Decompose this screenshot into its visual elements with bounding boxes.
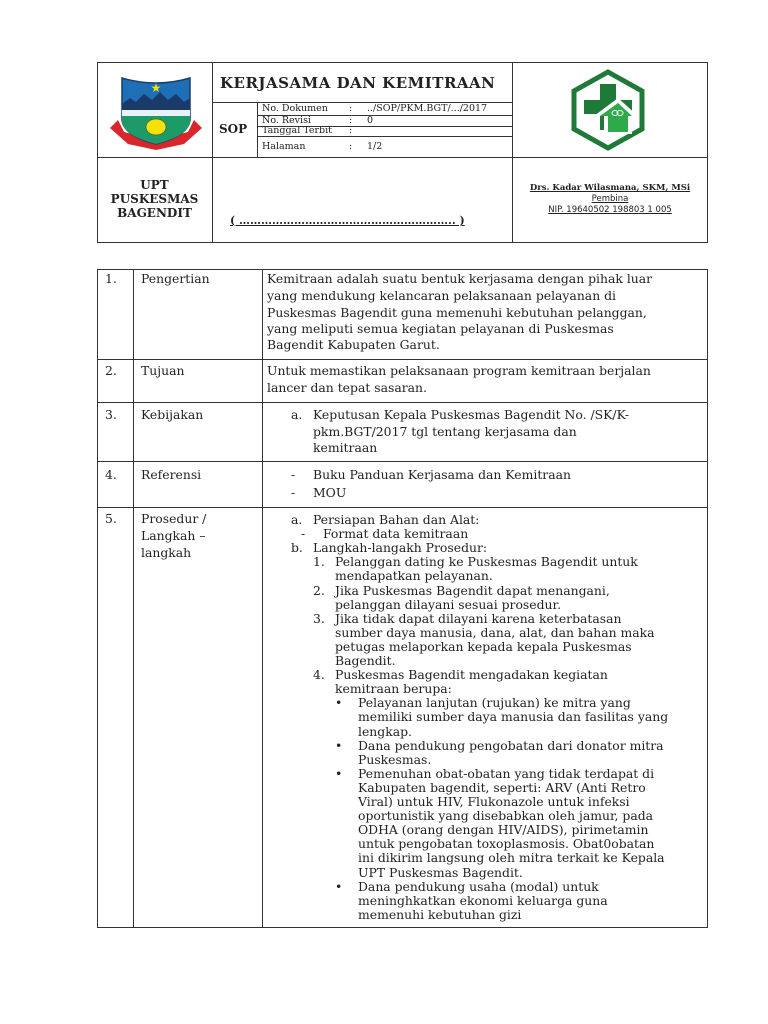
section-number: 3. xyxy=(105,407,117,422)
sop-label: SOP xyxy=(219,122,248,136)
section-label: Kebijakan xyxy=(141,407,204,422)
section-text: yang meliputi semua kegiatan pelayanan di Puskesmas xyxy=(267,321,614,336)
procedure-text: Puskesmas Bagendit mengadakan kegiatan xyxy=(335,667,608,683)
section-label: langkah xyxy=(141,545,192,560)
list-marker: 2. xyxy=(313,582,325,598)
procedure-text: Pemenuhan obat-obatan yang tidak terdapat di xyxy=(358,765,655,781)
list-marker: a. xyxy=(291,407,303,422)
procedure-text: Puskesmas. xyxy=(358,751,432,767)
list-marker: - xyxy=(291,467,296,482)
procedure-text: untuk pengobatan toxoplasmosis. Obat0obatan xyxy=(358,836,655,852)
divider xyxy=(212,62,213,243)
procedure-text: oportunistik yang disebabkan oleh jamur, pada xyxy=(358,808,654,824)
procedure-text: Dana pendukung usaha (modal) untuk xyxy=(358,878,599,894)
section-label: Pengertian xyxy=(141,271,210,286)
procedure-text: Bagendit. xyxy=(335,653,396,668)
section-label: Prosedur / xyxy=(141,511,207,526)
procedure-text: lengkap. xyxy=(358,723,412,739)
section-text: lancer dan tepat sasaran. xyxy=(267,380,427,395)
org-line: BAGENDIT xyxy=(117,206,192,220)
section-label: Referensi xyxy=(141,467,202,482)
procedure-text: UPT Puskesmas Bagendit. xyxy=(358,864,523,880)
signer-block xyxy=(512,183,708,216)
meta-label: Tanggal Terbit xyxy=(262,125,332,136)
meta-value: 1/2 xyxy=(367,141,383,152)
procedure-text: Jika Puskesmas Bagendit dapat menangani, xyxy=(335,582,610,598)
list-marker: b. xyxy=(291,540,303,556)
meta-label: No. Revisi xyxy=(262,115,311,126)
meta-sep: : xyxy=(349,115,353,126)
list-marker: a. xyxy=(291,512,303,527)
procedure-text: petugas melaporkan kepada kepala Puskesmas xyxy=(335,638,632,654)
org-line: PUSKESMAS xyxy=(110,192,199,206)
section-number: 4. xyxy=(105,467,117,482)
signer-name: Drs. Kadar Wilasmana, SKM, MSi xyxy=(529,183,691,193)
section-number: 2. xyxy=(105,363,117,378)
divider xyxy=(133,269,134,928)
list-marker: - xyxy=(301,526,306,542)
divider xyxy=(97,359,708,360)
org-line: UPT xyxy=(140,178,169,192)
divider xyxy=(97,507,708,508)
section-text: Untuk memastikan pelaksanaan program kemitraan berjalan xyxy=(267,363,651,378)
signature-placeholder: ( ………………………………………………….. ) xyxy=(230,214,465,227)
procedure-text: Langkah-langakh Prosedur: xyxy=(313,540,488,556)
section-number: 1. xyxy=(105,271,117,286)
signer-position: Pembina xyxy=(591,194,629,204)
list-marker: • xyxy=(335,737,343,753)
section-label: Tujuan xyxy=(141,363,185,378)
section-text: Keputusan Kepala Puskesmas Bagendit No. /SK/K- xyxy=(313,407,630,422)
puskesmas-logo xyxy=(566,68,650,152)
signer-nip: NIP. 19640502 198803 1 005 xyxy=(548,205,672,215)
meta-value: 0 xyxy=(367,115,374,126)
section-text: Bagendit Kabupaten Garut. xyxy=(267,337,440,352)
procedure-text: ODHA (orang dengan HIV/AIDS), pirimetamin xyxy=(358,822,649,838)
list-marker: 1. xyxy=(313,554,325,570)
section-text: Buku Panduan Kerjasama dan Kemitraan xyxy=(313,467,571,482)
procedure-text: kemitraan berupa: xyxy=(335,681,452,697)
list-marker: • xyxy=(335,695,343,711)
section-label: Langkah – xyxy=(141,528,206,543)
divider xyxy=(97,461,708,462)
procedure-text: memiliki sumber daya manusia dan fasilitas yang xyxy=(358,709,669,725)
list-marker: 4. xyxy=(313,667,325,683)
procedure-text: memenuhi kebutuhan gizi xyxy=(358,906,522,922)
meta-sep: : xyxy=(349,141,353,152)
meta-sep: : xyxy=(349,103,353,114)
divider xyxy=(97,157,708,158)
divider xyxy=(257,102,258,157)
svg-text:★: ★ xyxy=(150,81,162,95)
list-marker: - xyxy=(291,485,296,500)
section-text: Kemitraan adalah suatu bentuk kerjasama dengan pihak luar xyxy=(267,271,653,286)
procedure-text: Persiapan Bahan dan Alat: xyxy=(313,512,480,527)
list-marker: • xyxy=(335,765,343,781)
procedure-text: Format data kemitraan xyxy=(323,526,469,542)
divider xyxy=(257,136,512,137)
procedure-text: pelanggan dilayani sesuai prosedur. xyxy=(335,596,562,612)
procedure-text: Kabupaten bagendit, seperti: ARV (Anti Retro xyxy=(358,779,646,795)
procedure-text: sumber daya manusia, dana, alat, dan bahan maka xyxy=(335,624,655,640)
section-text: pkm.BGT/2017 tgl tentang kerjasama dan xyxy=(313,424,577,439)
procedure-text: Jika tidak dapat dilayani karena keterbatasan xyxy=(335,610,622,626)
procedure-text: Viral) untuk HIV, Flukonazole untuk infeksi xyxy=(358,794,630,809)
procedure-text: mendapatkan pelayanan. xyxy=(335,568,493,584)
section-text: Puskesmas Bagendit guna memenuhi kebutuhan pelanggan, xyxy=(267,305,647,320)
procedure-text: Dana pendukung pengobatan dari donator mitra xyxy=(358,737,664,753)
section-number: 5. xyxy=(105,511,117,526)
procedure-text: ini dikirim langsung oleh mitra terkait ke Kepala xyxy=(358,850,665,866)
list-marker: • xyxy=(335,878,343,894)
procedure-text: Pelanggan dating ke Puskesmas Bagendit untuk xyxy=(335,554,638,570)
divider xyxy=(262,269,263,928)
section-text: MOU xyxy=(313,485,347,500)
procedure-text: Pelayanan lanjutan (rujukan) ke mitra yang xyxy=(358,695,631,711)
org-name xyxy=(97,178,212,220)
meta-value: ../SOP/PKM.BGT/.../2017 xyxy=(367,103,488,114)
meta-label: No. Dokumen xyxy=(262,103,328,114)
meta-label: Halaman xyxy=(262,141,306,152)
list-marker: 3. xyxy=(313,610,325,626)
section-text: kemitraan xyxy=(313,440,378,455)
section-text: yang mendukung kelancaran pelaksanaan pelayanan di xyxy=(267,288,617,303)
district-logo xyxy=(108,70,204,152)
document-title: KERJASAMA DAN KEMITRAAN xyxy=(220,74,496,92)
meta-sep: : xyxy=(349,125,353,136)
procedure-text: meninghkatkan ekonomi keluarga guna xyxy=(358,892,608,908)
divider xyxy=(97,402,708,403)
